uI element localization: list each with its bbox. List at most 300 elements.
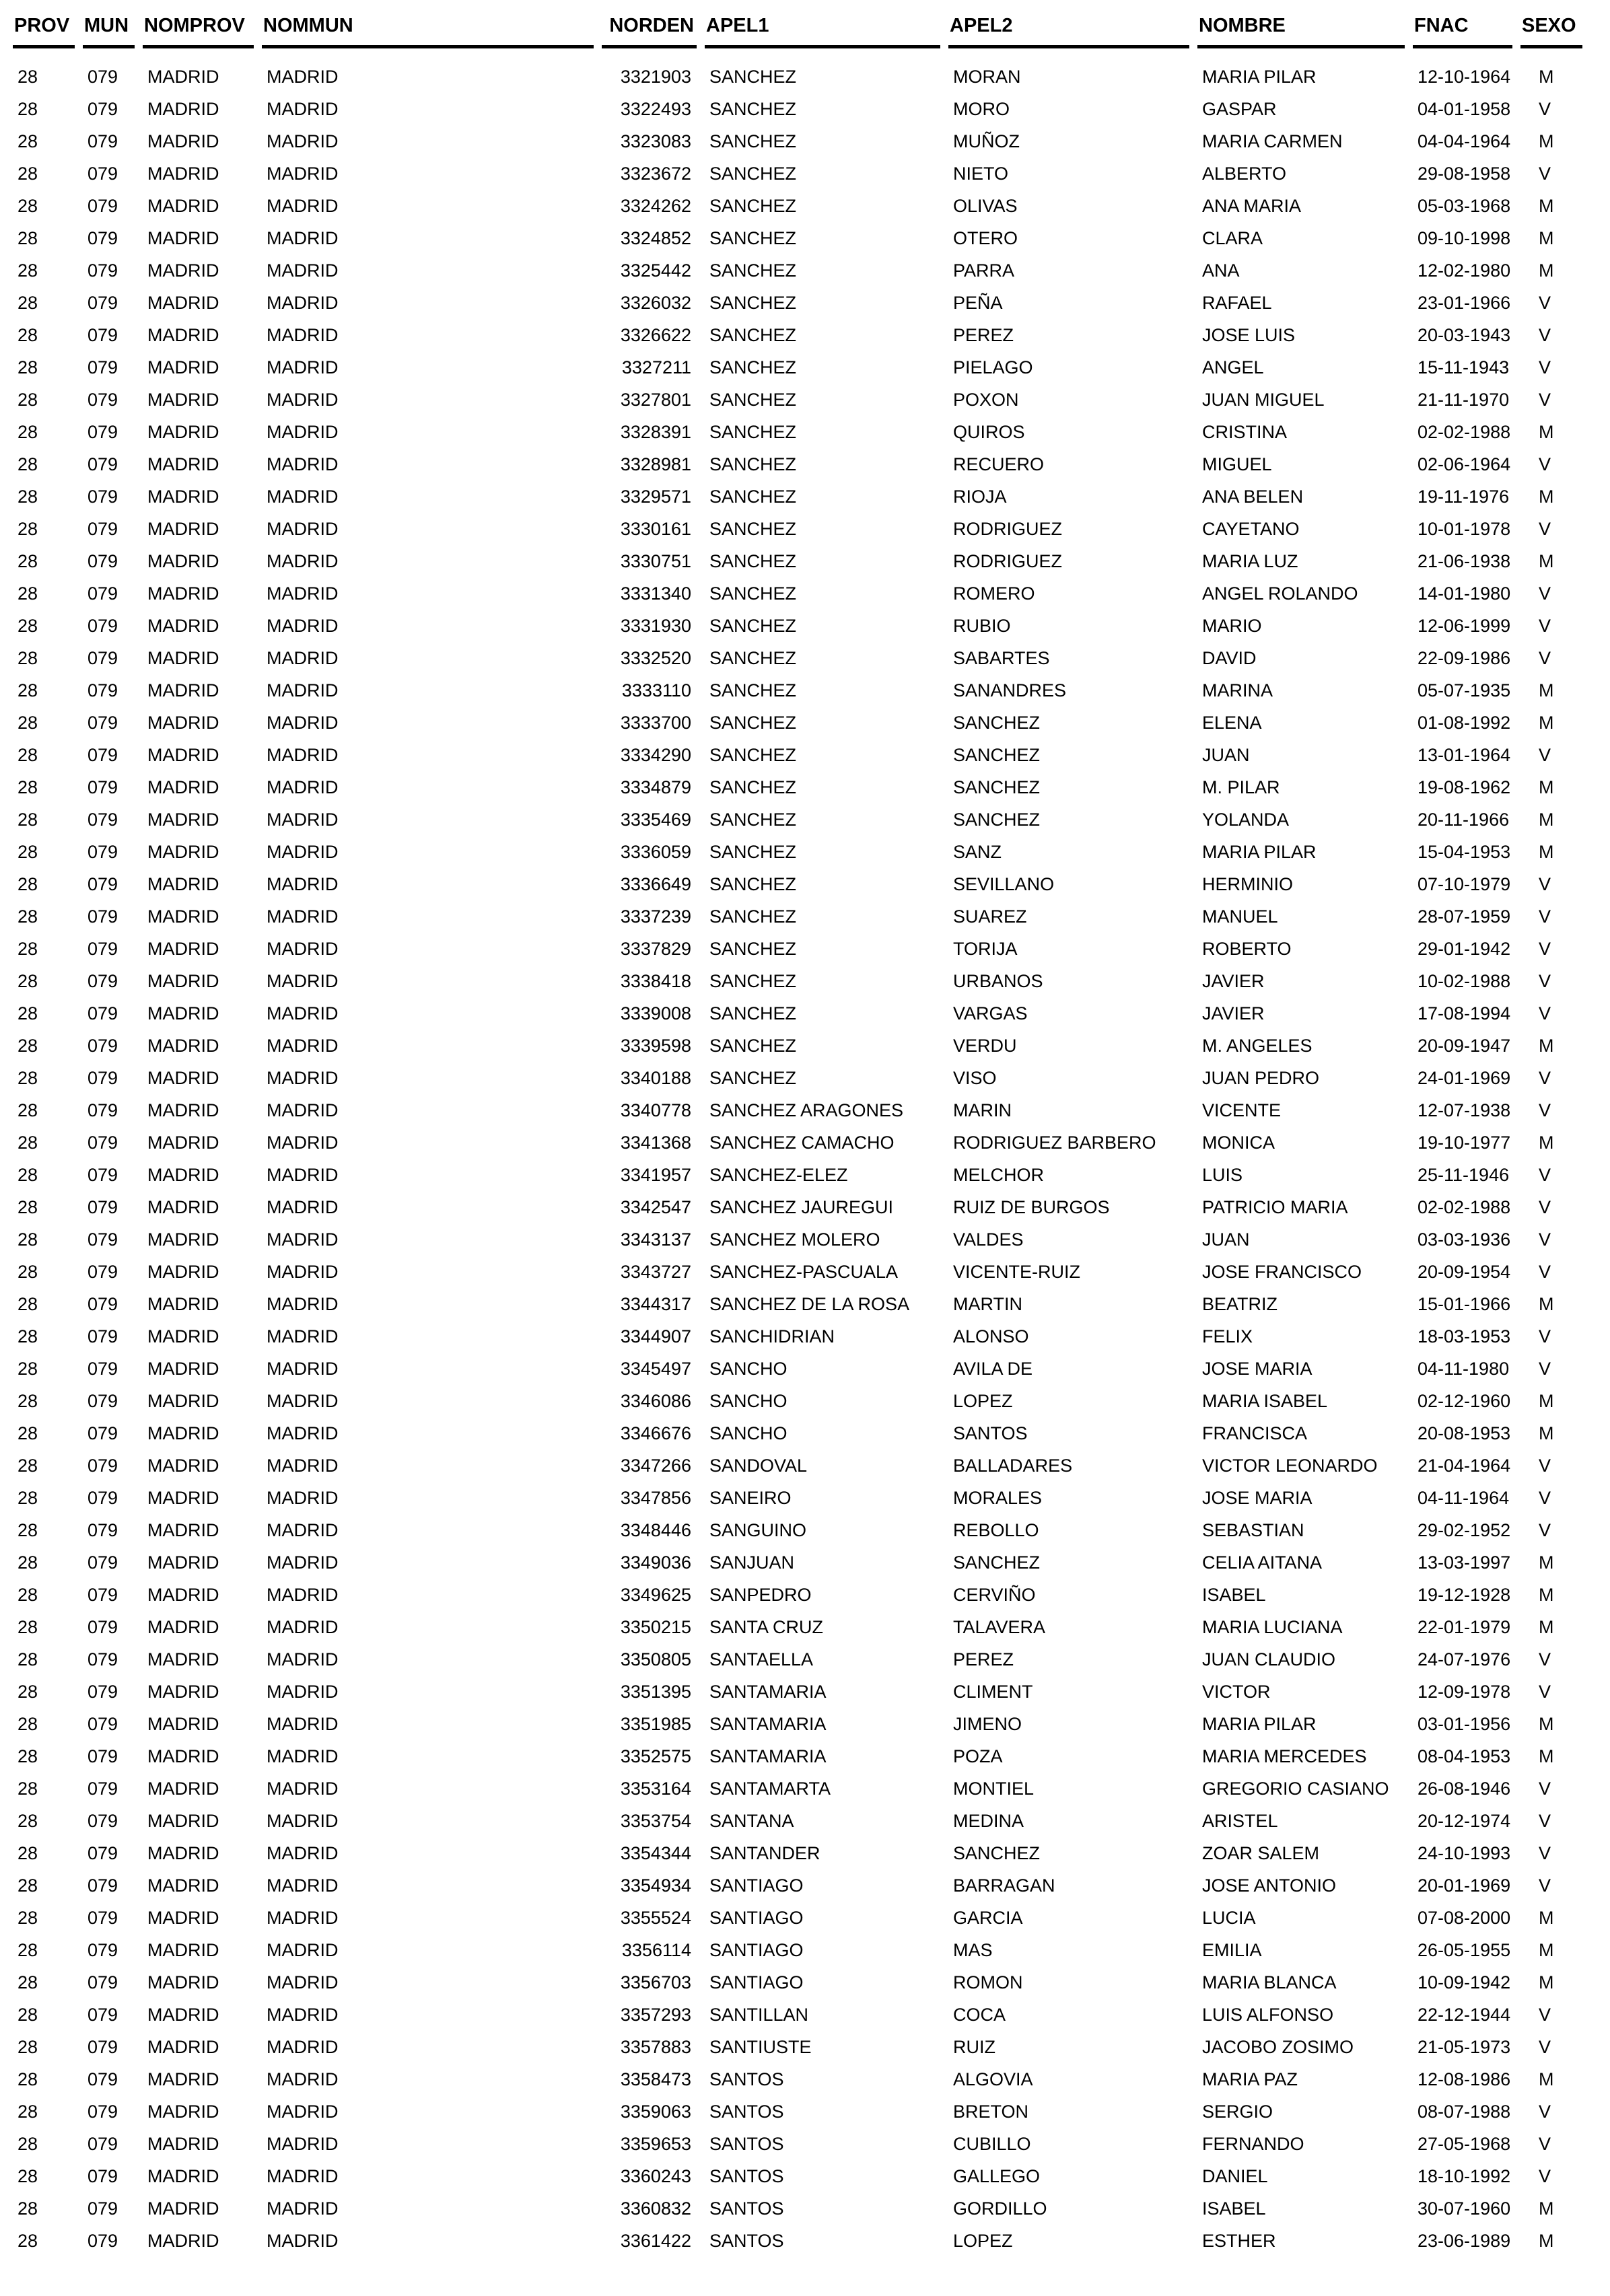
cell-nommun: MADRID bbox=[267, 938, 339, 959]
cell-nombre: ELENA bbox=[1202, 712, 1262, 733]
table-row bbox=[13, 1126, 1582, 1159]
cell-prov: 28 bbox=[18, 1229, 38, 1250]
cell-fnac: 27-05-1968 bbox=[1418, 2133, 1511, 2154]
cell-mun: 079 bbox=[88, 744, 118, 765]
cell-nombre: MARIA BLANCA bbox=[1202, 1972, 1337, 1993]
cell-fnac: 09-10-1998 bbox=[1418, 227, 1511, 248]
cell-nommun: MADRID bbox=[267, 518, 339, 539]
cell-apel2: SANCHEZ bbox=[953, 809, 1041, 830]
table-row bbox=[13, 1094, 1582, 1126]
cell-fnac: 19-11-1976 bbox=[1418, 486, 1510, 507]
cell-sexo: M bbox=[1539, 421, 1554, 442]
table-row bbox=[13, 1934, 1582, 1966]
column-header-nombre: NOMBRE bbox=[1197, 5, 1405, 48]
cell-apel2: VALDES bbox=[953, 1229, 1024, 1250]
cell-norden: 3339598 bbox=[620, 1035, 691, 1056]
cell-apel1: SANCHEZ bbox=[709, 550, 797, 571]
cell-fnac: 25-11-1946 bbox=[1418, 1164, 1510, 1185]
cell-apel1: SANTOS bbox=[709, 2133, 784, 2154]
cell-nommun: MADRID bbox=[267, 970, 339, 991]
cell-norden: 3330161 bbox=[620, 518, 691, 539]
cell-prov: 28 bbox=[18, 583, 38, 604]
table-row bbox=[13, 2031, 1582, 2063]
cell-norden: 3347266 bbox=[620, 1455, 691, 1476]
cell-apel2: SANCHEZ bbox=[953, 712, 1041, 733]
cell-norden: 3321903 bbox=[620, 66, 691, 87]
cell-nommun: MADRID bbox=[267, 131, 339, 151]
cell-nomprov: MADRID bbox=[147, 1132, 219, 1153]
cell-apel2: MUÑOZ bbox=[953, 131, 1020, 151]
cell-prov: 28 bbox=[18, 712, 38, 733]
cell-nomprov: MADRID bbox=[147, 970, 219, 991]
cell-fnac: 03-03-1936 bbox=[1418, 1229, 1511, 1250]
cell-fnac: 24-10-1993 bbox=[1418, 1842, 1511, 1863]
cell-fnac: 02-02-1988 bbox=[1418, 421, 1511, 442]
cell-fnac: 10-01-1978 bbox=[1418, 518, 1511, 539]
cell-nombre: MARIA PILAR bbox=[1202, 66, 1317, 87]
cell-nommun: MADRID bbox=[267, 1778, 339, 1799]
cell-fnac: 26-08-1946 bbox=[1418, 1778, 1511, 1799]
cell-nombre: SEBASTIAN bbox=[1202, 1519, 1304, 1540]
cell-mun: 079 bbox=[88, 2230, 118, 2251]
cell-norden: 3354344 bbox=[620, 1842, 691, 1863]
cell-prov: 28 bbox=[18, 873, 38, 894]
cell-norden: 3351395 bbox=[620, 1681, 691, 1702]
cell-sexo: V bbox=[1539, 2101, 1551, 2122]
cell-fnac: 23-01-1966 bbox=[1418, 292, 1511, 313]
cell-nomprov: MADRID bbox=[147, 1907, 219, 1928]
cell-norden: 3361422 bbox=[620, 2230, 691, 2251]
cell-nombre: CRISTINA bbox=[1202, 421, 1288, 442]
cell-nomprov: MADRID bbox=[147, 1584, 219, 1605]
cell-nombre: GREGORIO CASIANO bbox=[1202, 1778, 1389, 1799]
cell-nombre: MARIO bbox=[1202, 615, 1262, 636]
cell-apel1: SANCHEZ bbox=[709, 324, 797, 345]
cell-mun: 079 bbox=[88, 1455, 118, 1476]
cell-apel2: GALLEGO bbox=[953, 2165, 1041, 2186]
cell-apel1: SANCHO bbox=[709, 1358, 788, 1379]
cell-prov: 28 bbox=[18, 324, 38, 345]
table-row bbox=[13, 1062, 1582, 1094]
cell-mun: 079 bbox=[88, 1810, 118, 1831]
cell-apel1: SANTOS bbox=[709, 2198, 784, 2219]
cell-norden: 3340188 bbox=[620, 1067, 691, 1088]
table-row bbox=[13, 1966, 1582, 1999]
cell-fnac: 13-01-1964 bbox=[1418, 744, 1511, 765]
cell-nommun: MADRID bbox=[267, 550, 339, 571]
cell-fnac: 18-03-1953 bbox=[1418, 1326, 1511, 1347]
cell-sexo: V bbox=[1539, 454, 1551, 474]
cell-nommun: MADRID bbox=[267, 98, 339, 119]
cell-fnac: 01-08-1992 bbox=[1418, 712, 1511, 733]
cell-nommun: MADRID bbox=[267, 1907, 339, 1928]
cell-nomprov: MADRID bbox=[147, 1390, 219, 1411]
cell-apel1: SANCHEZ bbox=[709, 357, 797, 378]
cell-apel2: SANZ bbox=[953, 841, 1002, 862]
cell-apel2: PARRA bbox=[953, 260, 1015, 281]
cell-nombre: MARIA PAZ bbox=[1202, 2069, 1298, 2089]
cell-norden: 3336649 bbox=[620, 873, 691, 894]
cell-fnac: 21-11-1970 bbox=[1418, 389, 1510, 410]
cell-sexo: V bbox=[1539, 2036, 1551, 2057]
cell-apel1: SANCHEZ bbox=[709, 163, 797, 184]
cell-apel1: SANCHEZ bbox=[709, 583, 797, 604]
cell-nommun: MADRID bbox=[267, 1293, 339, 1314]
cell-nomprov: MADRID bbox=[147, 66, 219, 87]
cell-nomprov: MADRID bbox=[147, 2133, 219, 2154]
cell-nombre: JAVIER bbox=[1202, 970, 1265, 991]
cell-prov: 28 bbox=[18, 357, 38, 378]
cell-mun: 079 bbox=[88, 389, 118, 410]
cell-nommun: MADRID bbox=[267, 1423, 339, 1443]
cell-nommun: MADRID bbox=[267, 2198, 339, 2219]
cell-norden: 3343137 bbox=[620, 1229, 691, 1250]
cell-prov: 28 bbox=[18, 1519, 38, 1540]
cell-nomprov: MADRID bbox=[147, 1713, 219, 1734]
cell-norden: 3340778 bbox=[620, 1100, 691, 1120]
cell-apel1: SANTAMARTA bbox=[709, 1778, 831, 1799]
cell-nommun: MADRID bbox=[267, 1100, 339, 1120]
table-row bbox=[13, 933, 1582, 965]
cell-sexo: M bbox=[1539, 2198, 1554, 2219]
cell-nombre: VICENTE bbox=[1202, 1100, 1282, 1120]
cell-prov: 28 bbox=[18, 1584, 38, 1605]
cell-fnac: 19-12-1928 bbox=[1418, 1584, 1511, 1605]
cell-norden: 3333700 bbox=[620, 712, 691, 733]
cell-sexo: V bbox=[1539, 292, 1551, 313]
column-header-fnac: FNAC bbox=[1413, 5, 1512, 48]
cell-nommun: MADRID bbox=[267, 1067, 339, 1088]
cell-apel1: SANCHEZ ARAGONES bbox=[709, 1100, 904, 1120]
table-row bbox=[13, 997, 1582, 1030]
cell-prov: 28 bbox=[18, 1100, 38, 1120]
cell-norden: 3327801 bbox=[620, 389, 691, 410]
cell-mun: 079 bbox=[88, 712, 118, 733]
cell-nomprov: MADRID bbox=[147, 98, 219, 119]
cell-norden: 3337239 bbox=[620, 906, 691, 927]
cell-nombre: ISABEL bbox=[1202, 2198, 1266, 2219]
table-row bbox=[13, 287, 1582, 319]
cell-norden: 3333110 bbox=[621, 680, 691, 701]
cell-apel1: SANCHEZ bbox=[709, 647, 797, 668]
cell-apel2: RODRIGUEZ BARBERO bbox=[953, 1132, 1156, 1153]
cell-nombre: M. ANGELES bbox=[1202, 1035, 1312, 1056]
cell-prov: 28 bbox=[18, 195, 38, 216]
cell-prov: 28 bbox=[18, 744, 38, 765]
cell-nommun: MADRID bbox=[267, 583, 339, 604]
cell-sexo: V bbox=[1539, 98, 1551, 119]
cell-nombre: ISABEL bbox=[1202, 1584, 1266, 1605]
cell-apel1: SANTANA bbox=[709, 1810, 794, 1831]
cell-norden: 3358473 bbox=[620, 2069, 691, 2089]
cell-norden: 3338418 bbox=[620, 970, 691, 991]
cell-mun: 079 bbox=[88, 131, 118, 151]
cell-nombre: FERNANDO bbox=[1202, 2133, 1304, 2154]
cell-prov: 28 bbox=[18, 1487, 38, 1508]
cell-apel1: SANTIAGO bbox=[709, 1907, 804, 1928]
table-row bbox=[13, 2063, 1582, 2095]
cell-apel1: SANCHEZ bbox=[709, 421, 797, 442]
cell-sexo: V bbox=[1539, 938, 1551, 959]
column-header-prov: PROV bbox=[13, 5, 75, 48]
cell-nomprov: MADRID bbox=[147, 1293, 219, 1314]
cell-sexo: V bbox=[1539, 2165, 1551, 2186]
cell-mun: 079 bbox=[88, 1100, 118, 1120]
cell-nombre: FELIX bbox=[1202, 1326, 1253, 1347]
cell-nomprov: MADRID bbox=[147, 2069, 219, 2089]
cell-apel2: RIOJA bbox=[953, 486, 1007, 507]
cell-mun: 079 bbox=[88, 454, 118, 474]
cell-apel1: SANTAMARIA bbox=[709, 1713, 827, 1734]
cell-norden: 3357883 bbox=[620, 2036, 691, 2057]
cell-nommun: MADRID bbox=[267, 809, 339, 830]
cell-mun: 079 bbox=[88, 1907, 118, 1928]
cell-norden: 3339008 bbox=[620, 1003, 691, 1024]
cell-mun: 079 bbox=[88, 2198, 118, 2219]
cell-apel1: SANCHEZ CAMACHO bbox=[709, 1132, 895, 1153]
table-row bbox=[13, 739, 1582, 771]
cell-nombre: ANA BELEN bbox=[1202, 486, 1304, 507]
cell-apel2: LOPEZ bbox=[953, 1390, 1013, 1411]
cell-fnac: 20-09-1947 bbox=[1418, 1035, 1511, 1056]
cell-prov: 28 bbox=[18, 1616, 38, 1637]
cell-norden: 3335469 bbox=[620, 809, 691, 830]
cell-sexo: V bbox=[1539, 1164, 1551, 1185]
cell-apel2: RUIZ bbox=[953, 2036, 995, 2057]
cell-nomprov: MADRID bbox=[147, 906, 219, 927]
cell-sexo: M bbox=[1539, 550, 1554, 571]
cell-apel1: SANCHIDRIAN bbox=[709, 1326, 835, 1347]
cell-fnac: 12-07-1938 bbox=[1418, 1100, 1511, 1120]
cell-nomprov: MADRID bbox=[147, 2004, 219, 2025]
cell-prov: 28 bbox=[18, 1907, 38, 1928]
cell-nommun: MADRID bbox=[267, 615, 339, 636]
cell-prov: 28 bbox=[18, 1196, 38, 1217]
cell-nomprov: MADRID bbox=[147, 357, 219, 378]
cell-nombre: M. PILAR bbox=[1202, 777, 1280, 797]
cell-sexo: M bbox=[1539, 1552, 1554, 1573]
cell-mun: 079 bbox=[88, 1196, 118, 1217]
cell-norden: 3342547 bbox=[620, 1196, 691, 1217]
cell-apel2: LOPEZ bbox=[953, 2230, 1013, 2251]
cell-apel1: SANCHEZ bbox=[709, 454, 797, 474]
table-row bbox=[13, 577, 1582, 610]
cell-norden: 3330751 bbox=[620, 550, 691, 571]
cell-sexo: V bbox=[1539, 1487, 1551, 1508]
cell-nombre: MARIA MERCEDES bbox=[1202, 1746, 1367, 1766]
cell-apel1: SANCHEZ JAUREGUI bbox=[709, 1196, 894, 1217]
cell-nommun: MADRID bbox=[267, 66, 339, 87]
cell-norden: 3331340 bbox=[620, 583, 691, 604]
cell-nommun: MADRID bbox=[267, 1229, 339, 1250]
cell-nomprov: MADRID bbox=[147, 1681, 219, 1702]
cell-nommun: MADRID bbox=[267, 1939, 339, 1960]
cell-prov: 28 bbox=[18, 292, 38, 313]
cell-nomprov: MADRID bbox=[147, 227, 219, 248]
cell-prov: 28 bbox=[18, 227, 38, 248]
cell-prov: 28 bbox=[18, 1810, 38, 1831]
cell-norden: 3351985 bbox=[620, 1713, 691, 1734]
cell-nommun: MADRID bbox=[267, 260, 339, 281]
cell-prov: 28 bbox=[18, 841, 38, 862]
cell-apel2: MONTIEL bbox=[953, 1778, 1035, 1799]
cell-fnac: 12-06-1999 bbox=[1418, 615, 1511, 636]
cell-norden: 3324852 bbox=[620, 227, 691, 248]
cell-sexo: V bbox=[1539, 1875, 1551, 1896]
cell-norden: 3360832 bbox=[620, 2198, 691, 2219]
cell-fnac: 19-10-1977 bbox=[1418, 1132, 1511, 1153]
cell-mun: 079 bbox=[88, 292, 118, 313]
cell-norden: 3354934 bbox=[620, 1875, 691, 1896]
cell-nomprov: MADRID bbox=[147, 1649, 219, 1670]
cell-prov: 28 bbox=[18, 131, 38, 151]
cell-nomprov: MADRID bbox=[147, 1003, 219, 1024]
table-row bbox=[13, 1223, 1582, 1256]
cell-apel1: SANCHEZ bbox=[709, 841, 797, 862]
cell-sexo: V bbox=[1539, 906, 1551, 927]
cell-mun: 079 bbox=[88, 1713, 118, 1734]
cell-apel2: MARTIN bbox=[953, 1293, 1023, 1314]
cell-fnac: 19-08-1962 bbox=[1418, 777, 1511, 797]
cell-nomprov: MADRID bbox=[147, 454, 219, 474]
cell-nombre: VICTOR LEONARDO bbox=[1202, 1455, 1378, 1476]
cell-apel1: SANTIAGO bbox=[709, 1972, 804, 1993]
cell-nombre: RAFAEL bbox=[1202, 292, 1272, 313]
cell-fnac: 02-06-1964 bbox=[1418, 454, 1511, 474]
column-header-sexo: SEXO bbox=[1520, 5, 1582, 48]
cell-norden: 3332520 bbox=[620, 647, 691, 668]
table-row bbox=[13, 48, 1582, 93]
cell-prov: 28 bbox=[18, 1842, 38, 1863]
cell-sexo: V bbox=[1539, 1842, 1551, 1863]
cell-norden: 3359063 bbox=[620, 2101, 691, 2122]
cell-prov: 28 bbox=[18, 1390, 38, 1411]
cell-nomprov: MADRID bbox=[147, 1067, 219, 1088]
cell-apel2: PEÑA bbox=[953, 292, 1003, 313]
cell-nombre: JUAN bbox=[1202, 1229, 1250, 1250]
cell-nomprov: MADRID bbox=[147, 518, 219, 539]
cell-apel2: MORO bbox=[953, 98, 1010, 119]
cell-nombre: DAVID bbox=[1202, 647, 1257, 668]
cell-mun: 079 bbox=[88, 227, 118, 248]
cell-nombre: MANUEL bbox=[1202, 906, 1278, 927]
cell-prov: 28 bbox=[18, 1939, 38, 1960]
cell-nombre: HERMINIO bbox=[1202, 873, 1293, 894]
cell-apel1: SANCHEZ-ELEZ bbox=[709, 1164, 848, 1185]
cell-nommun: MADRID bbox=[267, 873, 339, 894]
cell-apel2: ALONSO bbox=[953, 1326, 1029, 1347]
cell-sexo: V bbox=[1539, 647, 1551, 668]
cell-apel1: SANCHEZ MOLERO bbox=[709, 1229, 880, 1250]
cell-norden: 3327211 bbox=[621, 357, 691, 378]
cell-nombre: MARIA LUCIANA bbox=[1202, 1616, 1343, 1637]
cell-mun: 079 bbox=[88, 1778, 118, 1799]
cell-fnac: 29-02-1952 bbox=[1418, 1519, 1511, 1540]
cell-fnac: 02-12-1960 bbox=[1418, 1390, 1511, 1411]
cell-nombre: LUCIA bbox=[1202, 1907, 1256, 1928]
cell-sexo: V bbox=[1539, 2004, 1551, 2025]
cell-mun: 079 bbox=[88, 195, 118, 216]
cell-mun: 079 bbox=[88, 2101, 118, 2122]
cell-prov: 28 bbox=[18, 777, 38, 797]
cell-fnac: 10-09-1942 bbox=[1418, 1972, 1511, 1993]
cell-nommun: MADRID bbox=[267, 647, 339, 668]
cell-prov: 28 bbox=[18, 2165, 38, 2186]
table-row bbox=[13, 125, 1582, 157]
cell-apel2: MAS bbox=[953, 1939, 993, 1960]
cell-fnac: 12-10-1964 bbox=[1418, 66, 1511, 87]
cell-norden: 3345497 bbox=[620, 1358, 691, 1379]
cell-apel2: SANANDRES bbox=[953, 680, 1067, 701]
cell-prov: 28 bbox=[18, 1293, 38, 1314]
cell-mun: 079 bbox=[88, 324, 118, 345]
cell-norden: 3341957 bbox=[620, 1164, 691, 1185]
cell-sexo: M bbox=[1539, 131, 1554, 151]
cell-apel2: QUIROS bbox=[953, 421, 1025, 442]
cell-nombre: LUIS bbox=[1202, 1164, 1243, 1185]
cell-sexo: M bbox=[1539, 809, 1554, 830]
cell-nombre: ALBERTO bbox=[1202, 163, 1287, 184]
cell-sexo: M bbox=[1539, 777, 1554, 797]
cell-apel2: URBANOS bbox=[953, 970, 1043, 991]
cell-norden: 3350805 bbox=[620, 1649, 691, 1670]
cell-nombre: PATRICIO MARIA bbox=[1202, 1196, 1348, 1217]
cell-sexo: M bbox=[1539, 260, 1554, 281]
cell-fnac: 08-07-1988 bbox=[1418, 2101, 1511, 2122]
cell-apel2: SANCHEZ bbox=[953, 1552, 1041, 1573]
table-row bbox=[13, 1256, 1582, 1288]
cell-apel1: SANCHEZ bbox=[709, 389, 797, 410]
cell-apel1: SANTAELLA bbox=[709, 1649, 814, 1670]
cell-mun: 079 bbox=[88, 1423, 118, 1443]
cell-nommun: MADRID bbox=[267, 1326, 339, 1347]
cell-nomprov: MADRID bbox=[147, 1810, 219, 1831]
cell-fnac: 07-08-2000 bbox=[1418, 1907, 1511, 1928]
cell-apel1: SANCHEZ bbox=[709, 712, 797, 733]
cell-mun: 079 bbox=[88, 841, 118, 862]
cell-prov: 28 bbox=[18, 454, 38, 474]
cell-nomprov: MADRID bbox=[147, 1746, 219, 1766]
cell-apel1: SANTANDER bbox=[709, 1842, 820, 1863]
cell-mun: 079 bbox=[88, 873, 118, 894]
cell-apel2: MELCHOR bbox=[953, 1164, 1045, 1185]
cell-nommun: MADRID bbox=[267, 1649, 339, 1670]
cell-nombre: MONICA bbox=[1202, 1132, 1275, 1153]
cell-apel1: SANTAMARIA bbox=[709, 1681, 827, 1702]
cell-norden: 3356114 bbox=[621, 1939, 691, 1960]
cell-norden: 3360243 bbox=[620, 2165, 691, 2186]
table-row bbox=[13, 1869, 1582, 1902]
cell-apel2: MARIN bbox=[953, 1100, 1012, 1120]
cell-nomprov: MADRID bbox=[147, 1616, 219, 1637]
table-row bbox=[13, 93, 1582, 125]
cell-nombre: VICTOR bbox=[1202, 1681, 1271, 1702]
cell-apel2: PEREZ bbox=[953, 324, 1014, 345]
records-body bbox=[13, 48, 1582, 2257]
cell-nomprov: MADRID bbox=[147, 841, 219, 862]
cell-apel2: CUBILLO bbox=[953, 2133, 1031, 2154]
cell-nomprov: MADRID bbox=[147, 2230, 219, 2251]
cell-apel2: JIMENO bbox=[953, 1713, 1022, 1734]
cell-fnac: 12-02-1980 bbox=[1418, 260, 1511, 281]
cell-apel1: SANCHEZ-PASCUALA bbox=[709, 1261, 899, 1282]
cell-nomprov: MADRID bbox=[147, 2036, 219, 2057]
cell-sexo: V bbox=[1539, 1649, 1551, 1670]
cell-mun: 079 bbox=[88, 66, 118, 87]
cell-nommun: MADRID bbox=[267, 2069, 339, 2089]
cell-sexo: V bbox=[1539, 163, 1551, 184]
cell-apel2: MORALES bbox=[953, 1487, 1043, 1508]
